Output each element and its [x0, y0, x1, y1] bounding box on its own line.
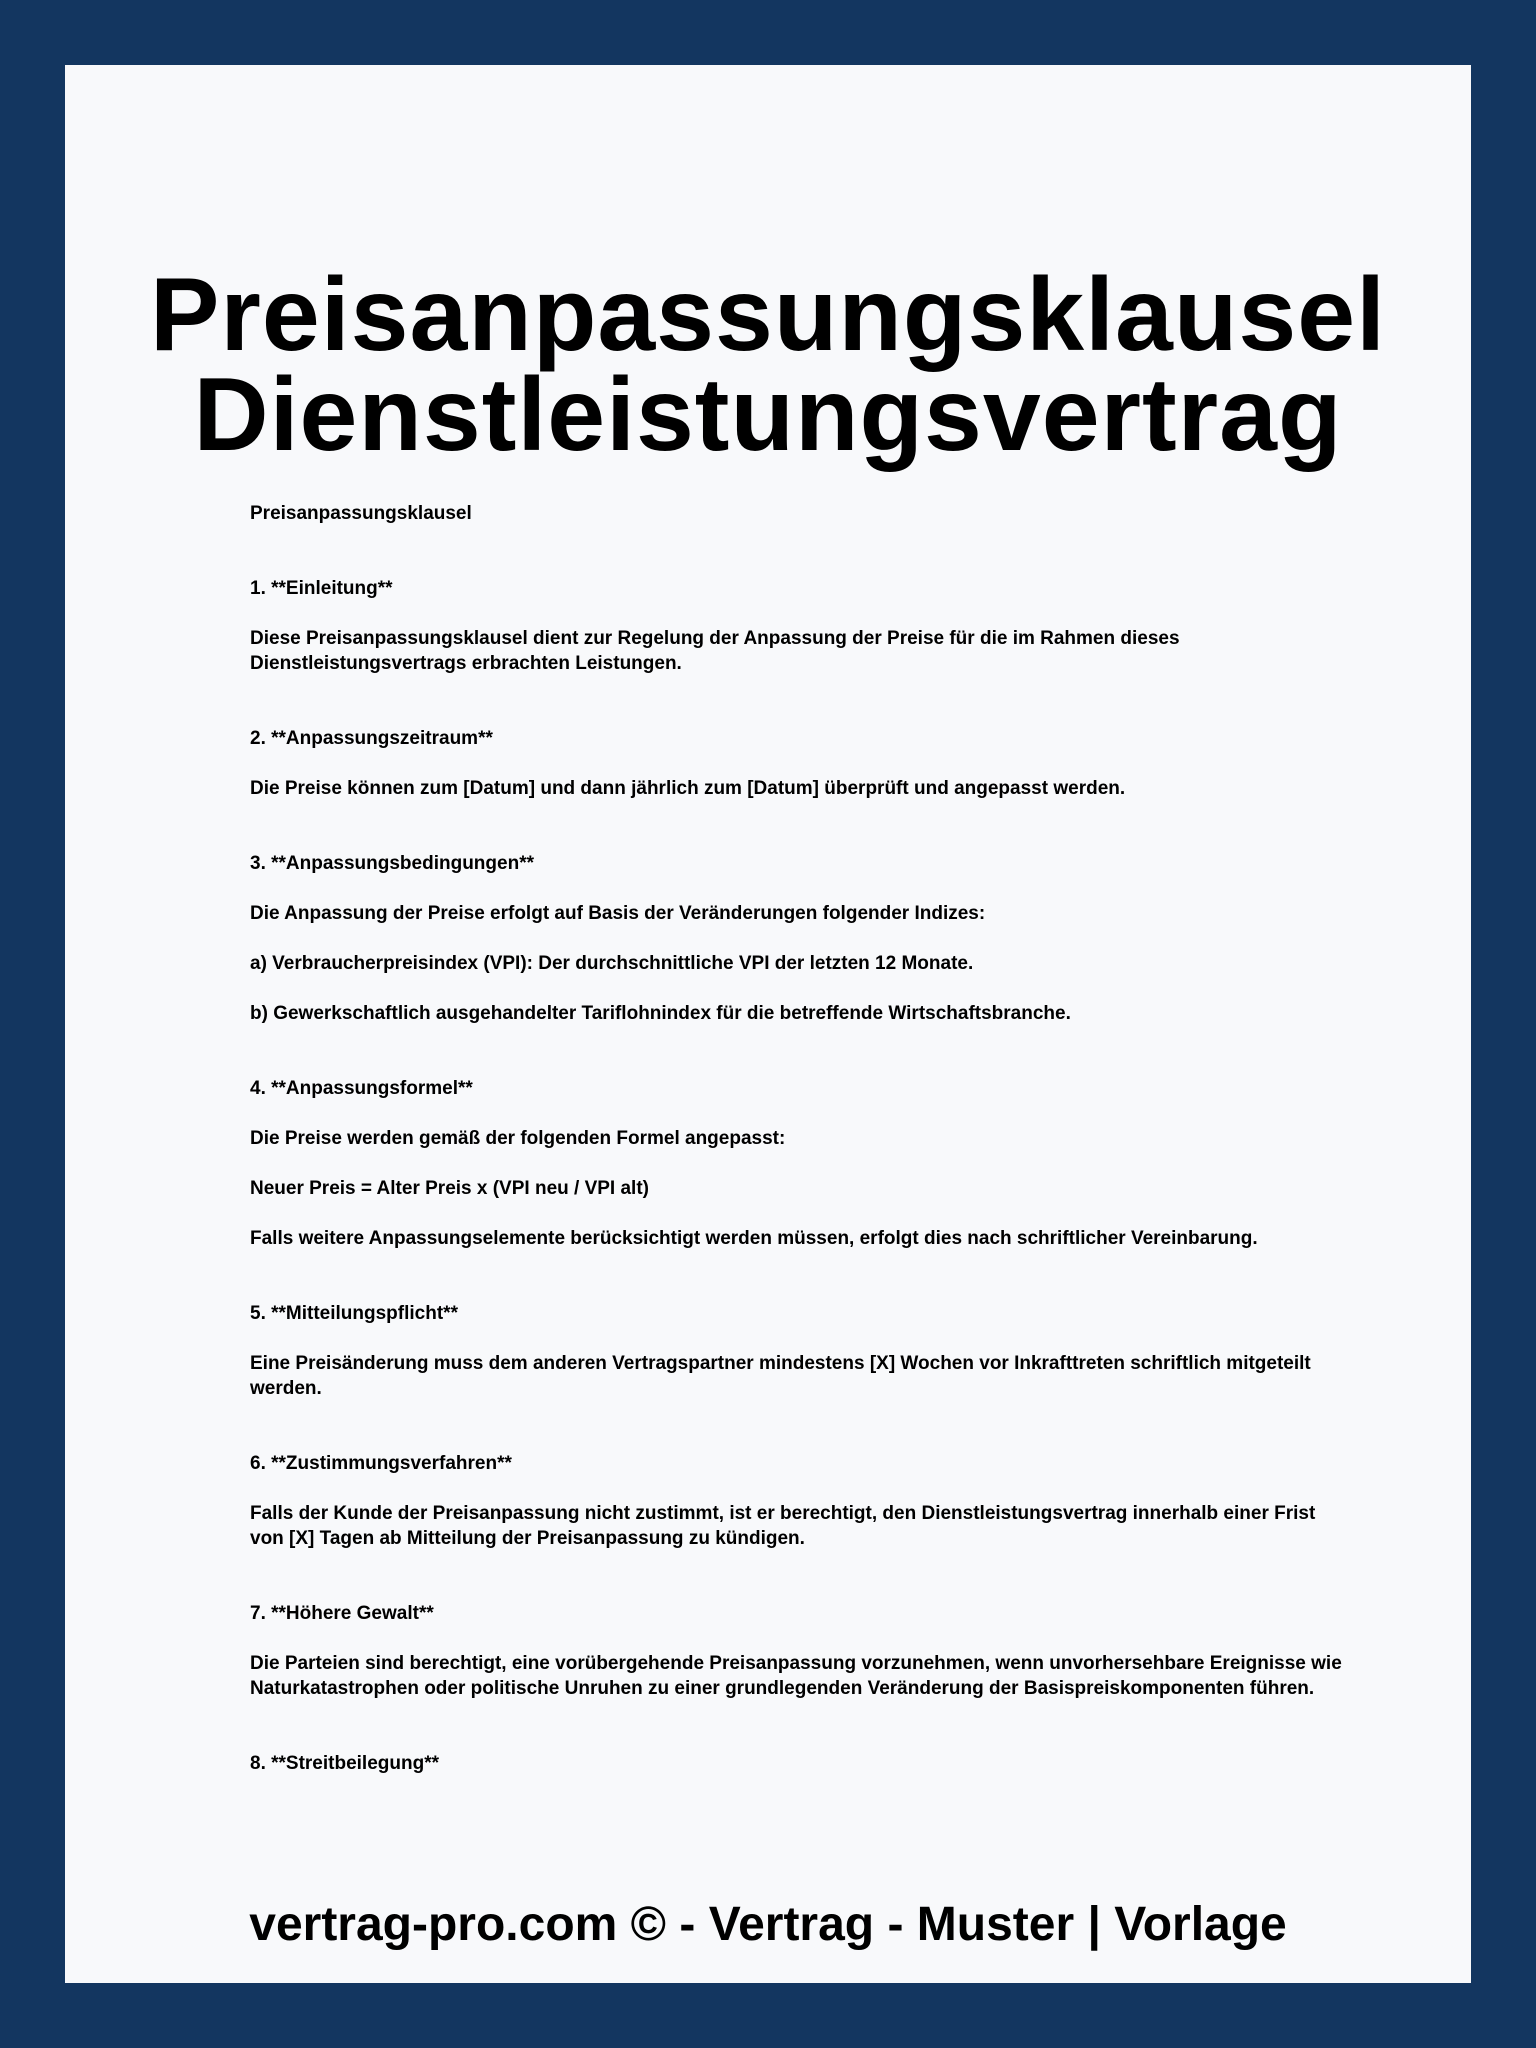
footer-watermark: vertrag-pro.com © - Vertrag - Muster | Vorlage	[249, 1898, 1287, 1951]
page-title-line-2: Dienstleistungsvertrag	[193, 357, 1343, 473]
section-hoehere-gewalt	[250, 1601, 1350, 1701]
section-paragraph: Eine Preisänderung muss dem anderen Vertragspartner mindestens [X] Wochen vor Inkrafttreten schriftlich mitgeteilt werden.	[250, 1353, 1311, 1399]
section-heading: 3. **Anpassungsbedingungen**	[250, 853, 534, 874]
section-anpassungszeitraum	[250, 726, 1350, 801]
section-zustimmungsverfahren	[250, 1451, 1350, 1551]
section-heading: 8. **Streitbeilegung**	[250, 1753, 439, 1774]
section-paragraph: Diese Preisanpassungsklausel dient zur Regelung der Anpassung der Preise für die im Rahmen dieses Dienstleistungsvertrags erbrachten Leistungen.	[250, 628, 1180, 674]
section-einleitung	[250, 576, 1350, 676]
section-heading: 6. **Zustimmungsverfahren**	[250, 1453, 512, 1474]
section-heading: 1. **Einleitung**	[250, 578, 393, 599]
list-item: b) Gewerkschaftlich ausgehandelter Tariflohnindex für die betreffende Wirtschaftsbranche.	[250, 1003, 1071, 1024]
section-anpassungsbedingungen	[250, 851, 1350, 1026]
document-subtitle: Preisanpassungsklausel	[250, 503, 472, 524]
section-streitbeilegung	[250, 1751, 1350, 1776]
section-heading: 4. **Anpassungsformel**	[250, 1078, 473, 1099]
section-paragraph: Die Anpassung der Preise erfolgt auf Basis der Veränderungen folgender Indizes:	[250, 903, 986, 924]
page-title-line-1: Preisanpassungsklausel	[150, 257, 1386, 373]
section-paragraph: Die Parteien sind berechtigt, eine vorübergehende Preisanpassung vorzunehmen, wenn unvorhersehbare Ereignisse wie Naturkatastrophen oder politische Unruhen zu einer grundlegenden Veränderung der Basispreiskomponenten führen.	[250, 1653, 1342, 1699]
section-heading: 5. **Mitteilungspflicht**	[250, 1303, 458, 1324]
section-paragraph: Die Preise werden gemäß der folgenden Formel angepasst:	[250, 1128, 786, 1149]
document-body	[250, 501, 1350, 1826]
section-mitteilungspflicht	[250, 1301, 1350, 1401]
section-anpassungsformel	[250, 1076, 1350, 1251]
section-paragraph: Falls der Kunde der Preisanpassung nicht zustimmt, ist er berechtigt, den Dienstleistungsvertrag innerhalb einer Frist von [X] Tagen ab Mitteilung der Preisanpassung zu kündigen.	[250, 1503, 1316, 1549]
section-paragraph: Die Preise können zum [Datum] und dann jährlich zum [Datum] überprüft und angepasst werden.	[250, 778, 1126, 799]
list-item: a) Verbraucherpreisindex (VPI): Der durchschnittliche VPI der letzten 12 Monate.	[250, 953, 974, 974]
page-title	[65, 257, 1471, 473]
formula: Neuer Preis = Alter Preis x (VPI neu / VPI alt)	[250, 1178, 649, 1199]
section-heading: 2. **Anpassungszeitraum**	[250, 728, 493, 749]
document-page	[65, 65, 1471, 1983]
section-heading: 7. **Höhere Gewalt**	[250, 1603, 434, 1624]
section-paragraph: Falls weitere Anpassungselemente berücksichtigt werden müssen, erfolgt dies nach schriftlicher Vereinbarung.	[250, 1228, 1258, 1249]
